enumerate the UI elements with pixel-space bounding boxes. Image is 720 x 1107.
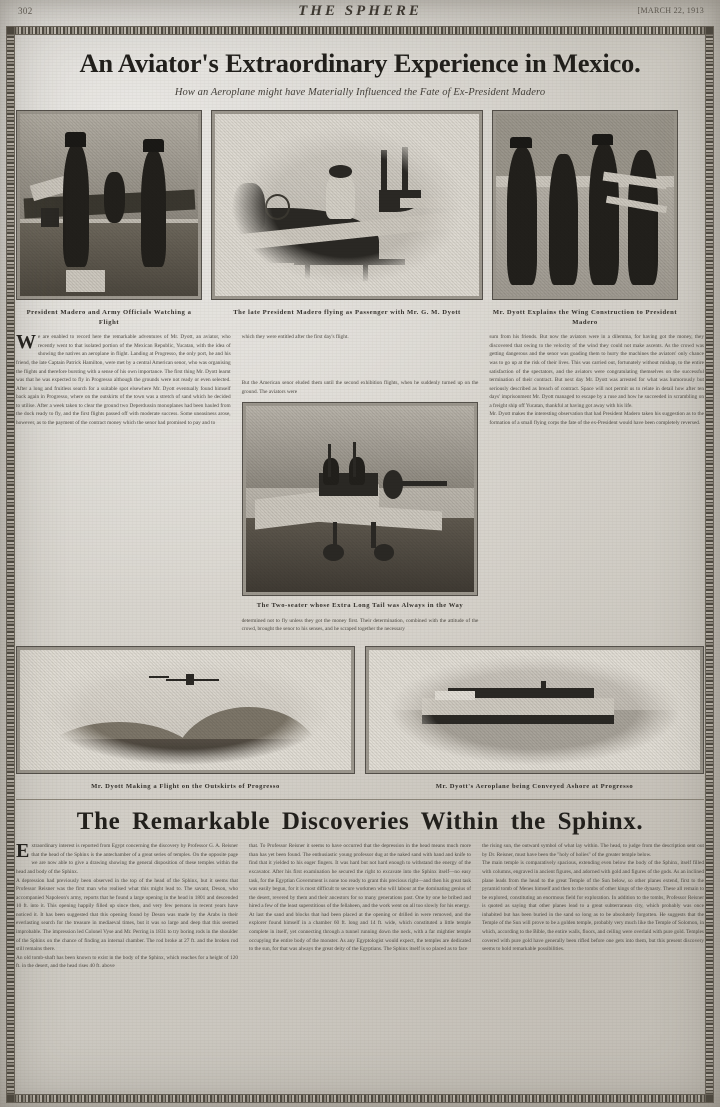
- article-1-photo-row-bottom: [16, 646, 704, 774]
- article-1-col2-para-3: determined not to fly unless they got the money first. Their determination, combined with the attitude of the crowd, brought the senor to his senses, and he scraped together the necessary: [241, 617, 479, 633]
- caption-two-seater-long-tail: The Two-seater whose Extra Long Tail was Always in the Way: [256, 602, 464, 610]
- article-2-headline: The Remarkable Discoveries Within the Sphinx.: [76, 808, 644, 835]
- issue-date: [MARCH 22, 1913: [637, 6, 704, 15]
- article-1-center-block: [242, 333, 479, 634]
- article-1-body-with-center-photo: [16, 333, 704, 634]
- photo-dyott-explains-wing: [492, 110, 678, 300]
- article-1-caption-row-bottom: [16, 777, 704, 792]
- article-1-photo-row-top: [16, 110, 704, 300]
- photo-madero-army-officials: [16, 110, 202, 300]
- article-1-col3-para-1: sum from his friends. But now the aviators were in a dilemma, for having got the money, they discovered that owing to the velocity of the wind they could not make ascents. As the crowd was getting dangerous and the senor was goading them to hurry the machines the aviators' only chance was to go up at the risk of their lives. This was carried out, fortunately without mishap, to the entire satisfaction of the spectators, and the aviators were congratulating themselves on the successful termination of their contract. But next day Mr. Dyott was arrested for what was humorously but seriously described as breach of contract. Space will not permit us to relate in detail how after ten days' imprisonment Mr. Dyott managed to escape by a ruse and how he succeeded in scrambling on a freight ship off Yucatan, thankful at having got away with his life.: [489, 334, 704, 409]
- photo-flight-outskirts-progresso: [16, 646, 355, 774]
- article-2-body: [16, 842, 704, 971]
- caption-aeroplane-conveyed-ashore: Mr. Dyott's Aeroplane being Conveyed Ashore at Progresso: [435, 782, 634, 790]
- photo-madero-as-passenger: [211, 110, 483, 300]
- frame-corner-bottom-right: [705, 1094, 714, 1103]
- frame-rule-left: [6, 26, 15, 1103]
- article-1-column-1: [16, 333, 231, 634]
- caption-dyott-explains-wing: Mr. Dyott Explains the Wing Construction to President Madero: [492, 308, 678, 327]
- frame-rule-right: [705, 26, 714, 1103]
- article-2-column-2: [249, 842, 471, 971]
- article-2-col1-para-2: A depression had previously been observed in the top of the head of the Sphinx, but it seems that Professor Reisner was the first man who realised what this might lead to. The savant, Deson, who accompanied Napoleon's army, reports that he found a large opening in the head in 1801 and descended 10 ft. into it. This opening happily filled up since then, and very few persons in recent years have noticed it. It has been suggested that this opening found by Deson was made by the Arabs in their everlasting search for the treasure in mediaeval times, but it was so large and deep that this seemed improbable. The impression led Colonel Vyse and Mr. Perring in 1831 to try boring rods in the shoulder of the Sphinx on the chance of finding an internal chamber. The rod broke at 27 ft. and the broken rod still remains there.: [16, 877, 238, 953]
- frame-rule-top: [6, 26, 714, 35]
- article-1-subhead: How an Aeroplane might have Materially Influenced the Fate of Ex-President Madero: [174, 86, 546, 98]
- masthead-title: THE SPHERE: [298, 3, 422, 19]
- article-1-col2-para-2: But the American senor eluded them until the second exhibition flights, when he suddenly turned up on the ground. The aviators were: [241, 380, 479, 395]
- frame-corner-top-right: [705, 26, 714, 35]
- caption-madero-army-officials: President Madero and Army Officials Watching a Flight: [26, 308, 192, 327]
- frame-corner-bottom-left: [6, 1094, 15, 1103]
- photo-two-seater-long-tail: [242, 402, 479, 596]
- article-2-col2-para-2: At last the sand and blocks that had been placed at the opening or drilled in were removed, and the explorer found himself in a chamber 60 ft. long and 14 ft. wide, which constituted a little temple complete in itself, yet connecting through a tunnel running down the neck, with a far mightier temple occupying the entire body of the monster. As any Egyptologist would expect, the temples are dedicated to the sun, for that was always the great deity of the Egyptians. The Sphinx itself is so placed as to face: [249, 911, 471, 953]
- caption-flight-outskirts-progresso: Mr. Dyott Making a Flight on the Outskirts of Progresso: [91, 782, 280, 790]
- article-2-col3-para-1: the rising sun, the outward symbol of what lay within. The head, to judge from the description sent out by Dr. Reisner, must have been the "holy of holies" of the greater temple below.: [482, 843, 704, 858]
- article-2-col2-para-1: that. To Professor Reisner it seems to have occurred that the depression in the head means much more than has yet been found. The enthusiastic young professor dug at the naked sand with hand and knife to find that it yielded to his eager fingers. It was hard but not hard enough to withstand the energy of the excavator. After his first examination he secured the right to excavate into the Sphinx itself—no easy task, for the Egyptian Government is none too ready to grant this precious right—and then his great task was easily begun, for it is most difficult to secure workmen who will labour at the dominating genius of the desert, revered by them and their ancestors for so many generations past. One by one he bribed and hired a few of the least superstitious of the fellaheen, and the work went on all too slowly for his energy.: [249, 843, 471, 910]
- article-1-caption-row-top: [16, 303, 704, 328]
- article-2-column-1: [16, 842, 238, 971]
- frame-corner-top-left: [6, 26, 15, 35]
- frame-rule-bottom: [6, 1094, 714, 1103]
- article-2-column-3: [482, 842, 704, 971]
- article-divider: [16, 799, 704, 800]
- page-folio: 302: [18, 6, 33, 16]
- article-1-headline: An Aviator's Extraordinary Experience in Mexico.: [79, 48, 641, 78]
- article-2-col3-para-2: The main temple is comparatively spacious, extending even below the body of the Sphinx, itself filled with columns, engraved in ancient figures, and adorned with gold and figures of the gods. As an inclined plane leads from the head to the great Temple of the Sun below, so other planes extend, first to the pyramid tomb of Menes himself and then to the tombs of other kings of the dynasty. These all remain to be explored, constituting an enormous field for exploration. In addition to the tombs, Professor Reisner is quoted as saying that other planes lead to a great subterranean city, which probably was once inhabited but has been buried in the sand so long as to be absolutely forgotten. He suggests that the Temple of the Sun will prove to be a golden temple, probably very much like the Temple of Solomon, in which, according to the Bible, the entire walls, floors, and ceiling were overlaid with pure gold. Temples covered with pure gold have generally been rifled before one gets into them, but this present discovery seems to hold remarkable possibilities.: [482, 860, 704, 953]
- photo-aeroplane-conveyed-ashore: [365, 646, 704, 774]
- article-1-col1-text: We are enabled to record here the remarkable adventures of Mr. Dyott, an aviator, who recently went to that isolated portion of the Mexican Republic, Yucatan, with the idea of showing the natives an aeroplane in flight. Landing at Progresso, the only port, he and his friend, the late Captain Patrick Hamilton, were met by a central American senor, who was organising the flights and therefore bursting with a sense of his own importance. The first thing Mr. Dyott learnt was that he was expected to fly in Progresso although the grounds were not ready or even selected. After a long and fruitless search for a suitable spot elsewhere Mr. Dyott eventually found himself back again in Progresso, where on the outskirts of the town was a stretch of sand which he decided to utilise. After a week taken to clear the ground two Deperdussin monoplanes had been hauled from the dock ready to fly, and the first flights passed off with moderate success. Some uneasiness arose, however, as to the payment of the contract money which the senor had promised to pay and to: [16, 331, 231, 427]
- article-1-col2-para-1: which they were entitled after the first day's flight.: [241, 334, 349, 341]
- caption-madero-as-passenger: The late President Madero flying as Passenger with Mr. G. M. Dyott: [233, 308, 461, 316]
- article-1-col3-para-2: Mr. Dyott makes the interesting observation that had President Madero taken his suggestion as to the formation of a small flying corps the fate of the ex-President would have been completely reversed.: [489, 411, 704, 427]
- running-head: [0, 0, 720, 26]
- article-2-col1-para-3: An old tomb-shaft has been known to exist in the body of the Sphinx, which reaches for a height of 120 ft. in the desert, and the head rises 40 ft. above: [16, 954, 238, 970]
- article-2-col1-para-1: Extraordinary interest is reported from Egypt concerning the discovery by Professor G. A. Reisner that the head of the Sphinx is the antechamber of a great series of temples. On the opposite page we are now able to give a drawing showing the general disposition of these temples within the head and body of the Sphinx.: [16, 840, 238, 875]
- article-1-column-3: [489, 333, 704, 634]
